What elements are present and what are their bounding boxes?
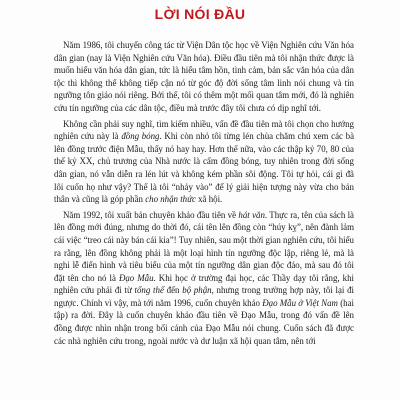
page-title: LỜI NÓI ĐẦU: [154, 6, 246, 22]
text-run: . Khi còn nhỏ tôi từng lén chùa chăm chú xem các bà lên đồng trước điện Mẫu, thấy nó hay hay. Hơn thế nữa, vào các thập kỷ 70, 80 của thế kỷ XX, chủ trương của Nhà nước là cấm đồng bóng, tuy nhiên trong đời sống dân gian, nó vẫn diễn ra lén lút và không kém phần sôi động. Tôi tự hỏi, cái gì đã lôi cuốn họ như vậy? Thế là tôi “nhảy vào” để lý giải hiện tượng này vừa cho bản thân và cũng là góp phần: [54, 131, 355, 205]
paragraph-2: [54, 118, 354, 206]
italic-text: bộ phận: [182, 285, 212, 296]
text-run: . Khi học ở trường đại học, các Thầy dạy tôi rằng, khi nghiên cứu phải đi từ: [54, 272, 355, 296]
text-run: (hai tập) ra đời. Đây là cuốn chuyên khảo đầu tiên về Đạo Mẫu, trong đó vấn đề lên đồng được nhìn nhận trong bối cảnh của Đạo Mẫu nói chung. Cuốn sách đã được các nhà nghiên cứu trong, ngoài nước và dư luận xã hội quan tâm, nên tới: [54, 297, 354, 346]
document-body: [54, 39, 354, 350]
italic-text: hát văn: [238, 209, 265, 220]
page-bottom-fade: [0, 390, 400, 400]
italic-text: Đạo Mẫu: [118, 272, 154, 283]
text-run: , nhưng trong trường hợp này, tôi lại đi ngược. Chính vì vậy, mà tới năm 1996, cuốn chuyên khảo: [54, 285, 354, 308]
italic-text: cho nhận thức: [145, 194, 196, 205]
text-run: Không cần phải suy nghĩ, tìm kiếm nhiều, vấn đề đầu tiên mà tôi chọn cho hướng nghiên cứu này là: [54, 118, 354, 142]
text-run: . Thực ra, tên của sách là lên đồng mới đúng, nhưng do thời đó, cái tên lên đồng còn “húy kỵ”, nên đành lảm cái việc “treo cái này bán cái kia”! Tuy nhiên, sau một thời gian nghiên cứu, tôi hiểu ra rằng, lên đồng không phải là một loại hình tín ngưỡng độc lập, riêng lẻ, mà là nghi lễ điển hình và tiêu biểu của một tín ngưỡng dân gian độc đáo, mà sau đó tôi đặt tên cho nó là: [54, 209, 354, 283]
italic-text: Đạo Mẫu ở Việt Nam: [262, 297, 338, 308]
paragraph-1: [54, 39, 354, 115]
text-run: đến: [163, 285, 183, 296]
text-run: xã hội.: [195, 194, 223, 205]
paragraph-3: [54, 209, 354, 348]
text-run: Năm 1992, tôi xuất bản chuyên khảo đầu tiên về: [63, 209, 239, 220]
text-run: Năm 1986, tôi chuyển công tác từ Viện Dân tộc học về Viện Nghiên cứu Văn hóa dân gian (nay là Viện Nghiên cứu Văn hóa). Điều đầu tiên mà tôi nhận thức được là muốn hiểu văn hóa dân gian, tức là hiểu tâm hồn, tình cảm, bản sắc văn hóa của dân tộc thì không thể không tiếp cận nó từ góc độ đời sống tâm linh nói chung và tín ngưỡng tôn giáo nói riêng. Bởi thế, tôi có thêm một mối quan tâm mới, đó là nghiên cứu tín ngưỡng của các dân tộc, điều mà trước đây tôi chưa có dịp nghĩ tới.: [54, 40, 354, 113]
italic-text: đồng bóng: [121, 131, 160, 142]
italic-text: tổng thể: [134, 285, 164, 296]
